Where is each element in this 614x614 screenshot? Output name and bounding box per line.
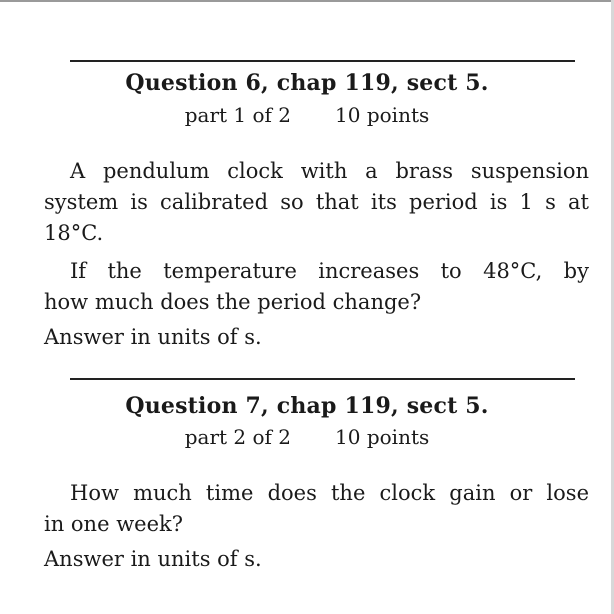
question-6-question-line-2: how much does the period change? xyxy=(44,290,422,314)
question-6-title: Question 6, chap 119, sect 5. xyxy=(125,70,489,96)
question-7-body xyxy=(44,478,589,540)
question-7-part: part 2 of 2 xyxy=(184,425,292,449)
question-7-divider xyxy=(70,378,575,380)
question-7-body-line-1: How much time does the clock gain or lose xyxy=(70,481,589,505)
question-6-body-line-3: 18°C. xyxy=(44,221,104,245)
top-border xyxy=(0,0,614,2)
question-7-body-line-2: in one week? xyxy=(44,512,184,536)
question-7-title: Question 7, chap 119, sect 5. xyxy=(125,393,489,419)
question-6-body xyxy=(44,156,589,249)
question-6-points: 10 points xyxy=(335,103,430,127)
question-6-body-line-2: system is calibrated so that its period is 1 s at xyxy=(44,190,589,214)
question-6-body-line-1: A pendulum clock with a brass suspension xyxy=(70,159,589,183)
question-6-question xyxy=(44,256,589,318)
question-6-answer-units: Answer in units of s. xyxy=(44,325,262,349)
question-6-meta xyxy=(0,102,614,128)
question-7-points: 10 points xyxy=(335,425,430,449)
question-6-question-line-1: If the temperature increases to 48°C, by xyxy=(70,259,589,283)
question-7-answer-units: Answer in units of s. xyxy=(44,547,262,571)
question-7-meta xyxy=(0,424,614,450)
question-6-divider xyxy=(70,60,575,62)
question-6-part: part 1 of 2 xyxy=(184,103,292,127)
